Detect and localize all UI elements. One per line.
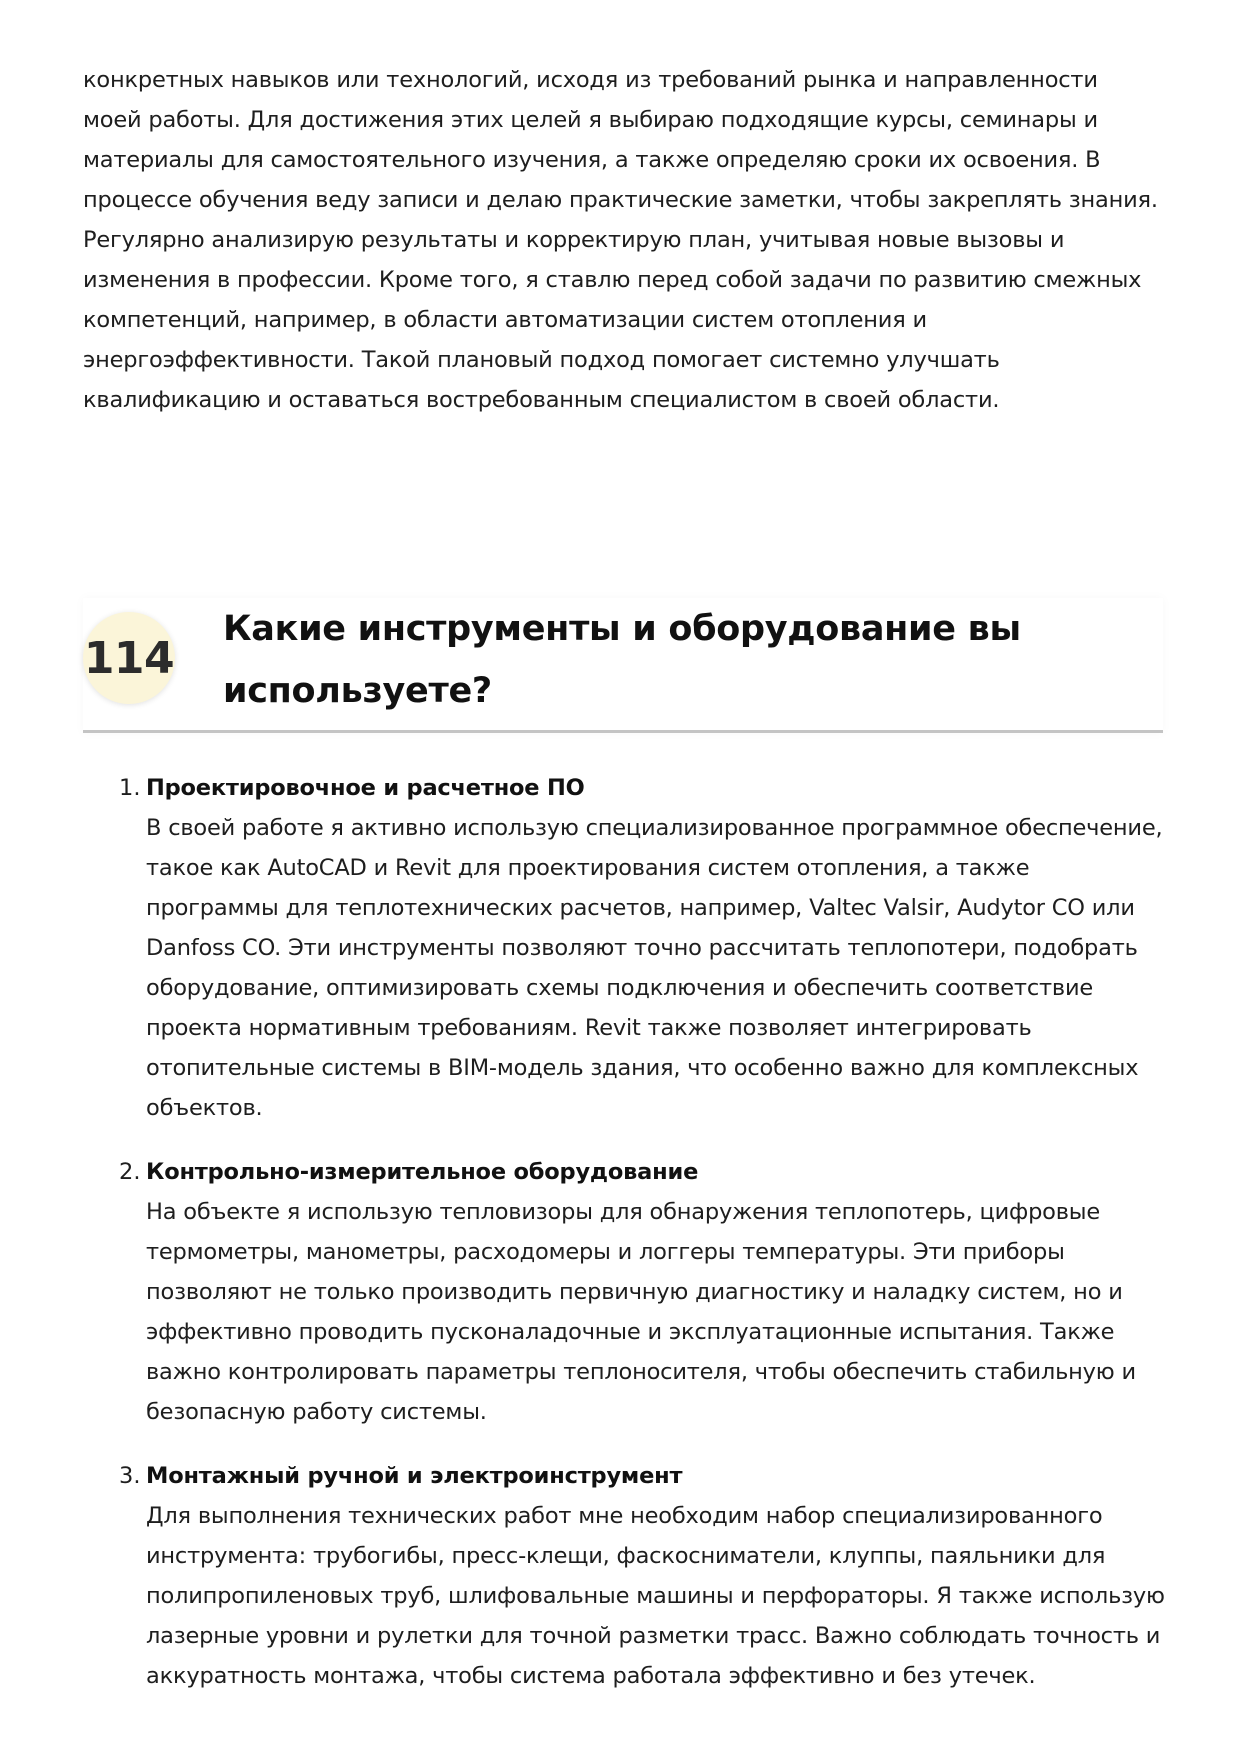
answer-item-tools <box>83 1456 1163 1696</box>
list-number: 2. <box>119 1159 141 1185</box>
answer-item-title: Монтажный ручной и электроинструмент <box>146 1463 683 1489</box>
answer-list <box>83 768 1163 1720</box>
answer-item-title: Проектировочное и расчетное ПО <box>146 775 585 801</box>
answer-item-title: Контрольно-измерительное оборудование <box>146 1159 699 1185</box>
intro-paragraph: конкретных навыков или технологий, исходя из требований рынка и направленности моей работы. Для достижения этих целей я выбираю подходящие курсы, семинары и материалы для самостоятельного изучения, а также определяю сроки их освоения. В процессе обучения веду записи и делаю практические заметки, чтобы закреплять знания. Регулярно анализирую результаты и корректирую план, учитывая новые вызовы и изменения в профессии. Кроме того, я ставлю перед собой задачи по развитию смежных компетенций, например, в области автоматизации систем отопления и энергоэффективности. Такой плановый подход помогает системно улучшать квалификацию и оставаться востребованным специалистом в своей области. <box>83 67 1158 413</box>
list-number: 1. <box>119 775 141 801</box>
answer-item-software <box>83 768 1163 1128</box>
question-number: 114 <box>83 632 175 684</box>
answer-item-body: На объекте я использую тепловизоры для обнаружения теплопотерь, цифровые термометры, манометры, расходомеры и логгеры температуры. Эти приборы позволяют не только производить первичную диагностику и наладку систем, но и эффективно проводить пусконаладочные и эксплуатационные испытания. Также важно контролировать параметры теплоносителя, чтобы обеспечить стабильную и безопасную работу системы. <box>146 1199 1136 1425</box>
question-title: Какие инструменты и оборудование вы используете? <box>223 609 1021 711</box>
question-header <box>83 598 1163 733</box>
answer-item-body: Для выполнения технических работ мне необходим набор специализированного инструмента: трубогибы, пресс-клещи, фаскосниматели, клуппы, паяльники для полипропиленовых труб, шлифовальные машины и перфораторы. Я также использую лазерные уровни и рулетки для точной разметки трасс. Важно соблюдать точность и аккуратность монтажа, чтобы система работала эффективно и без утечек. <box>146 1503 1165 1689</box>
answer-item-measuring-equipment <box>83 1152 1163 1432</box>
answer-item-body: В своей работе я активно использую специализированное программное обеспечение, такое как AutoCAD и Revit для проектирования систем отопления, а также программы для теплотехнических расчетов, например, Valtec Valsir, Audytor CO или Danfoss CO. Эти инструменты позволяют точно рассчитать теплопотери, подобрать оборудование, оптимизировать схемы подключения и обеспечить соответствие проекта нормативным требованиям. Revit также позволяет интегрировать отопительные системы в BIM-модель здания, что особенно важно для комплексных объектов. <box>146 815 1163 1121</box>
question-number-badge <box>83 612 175 704</box>
list-number: 3. <box>119 1463 141 1489</box>
